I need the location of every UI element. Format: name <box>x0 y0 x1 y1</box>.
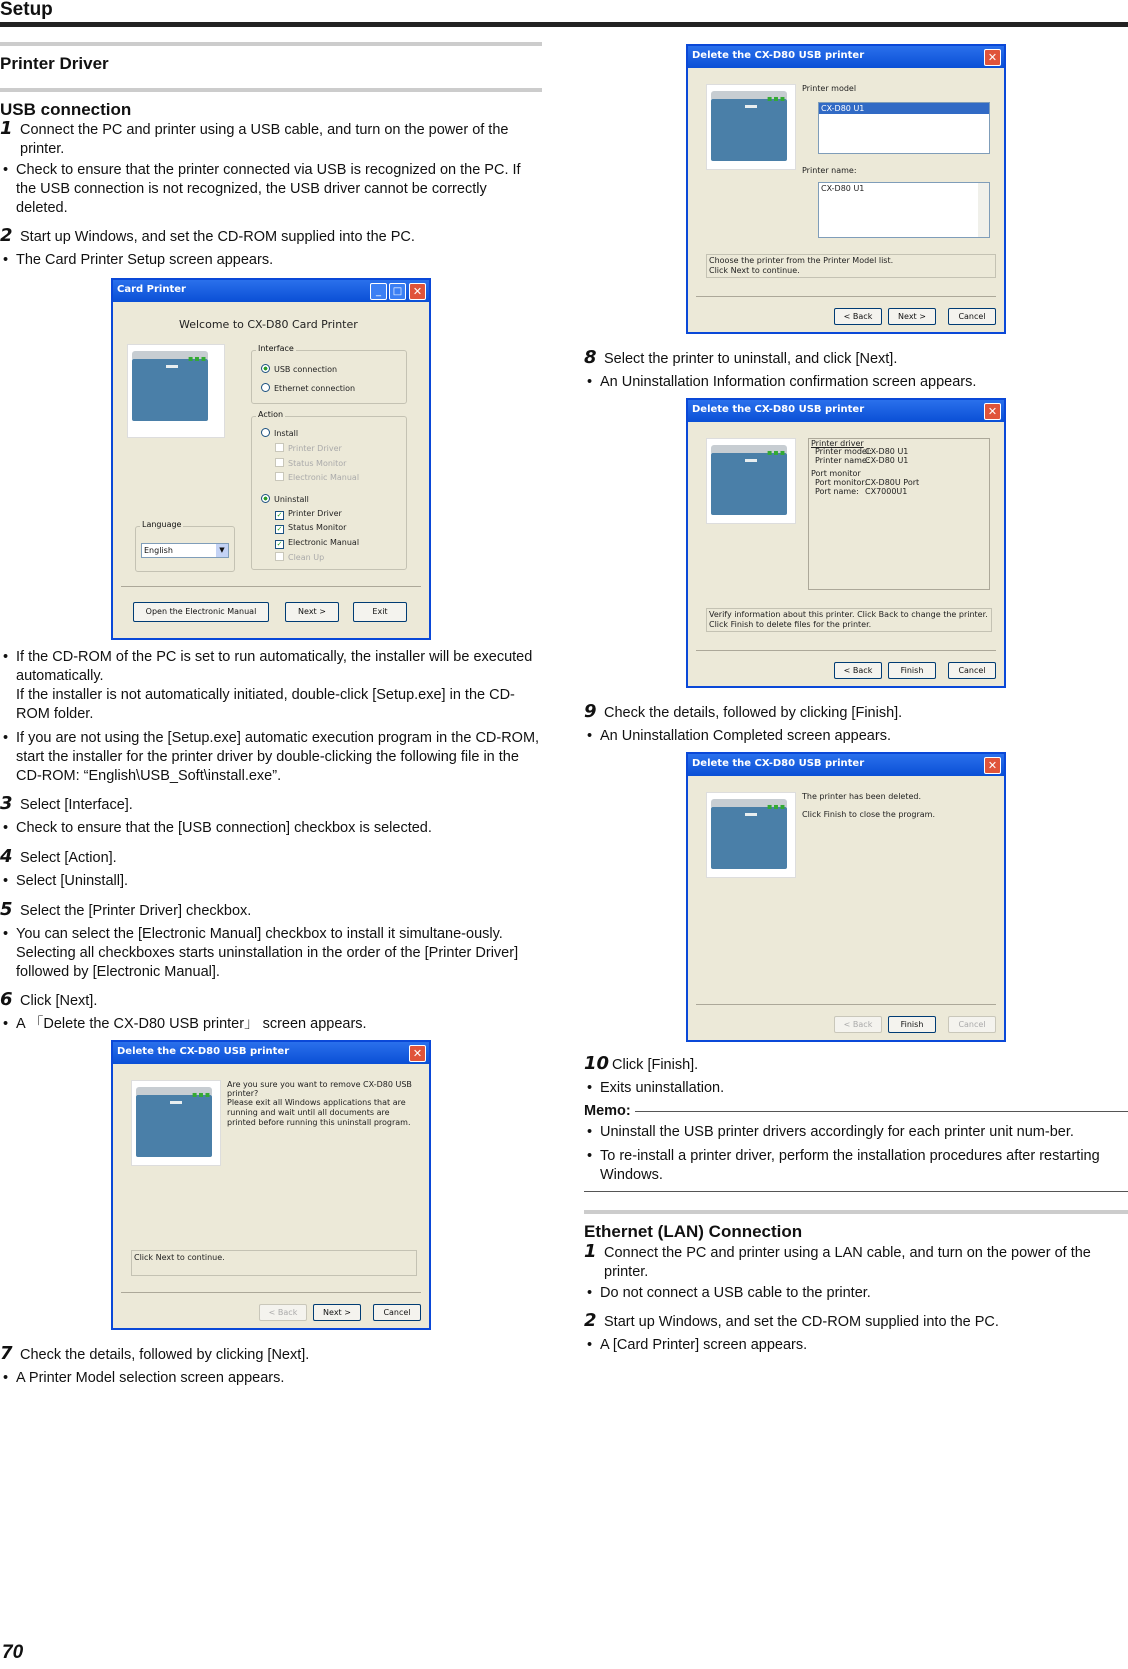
printer-model-window <box>686 44 1006 334</box>
step-text: Connect the PC and printer using a LAN cable, and turn on the power of the printer. <box>604 1245 1091 1280</box>
close-icon[interactable]: ✕ <box>409 283 426 300</box>
bullet: • Do not connect a USB cable to the printer. <box>584 1284 1128 1303</box>
install-status-monitor-checkbox[interactable]: Status Monitor <box>275 458 346 468</box>
step-4 <box>0 846 542 868</box>
step-text: Select [Interface]. <box>20 797 133 813</box>
step-5 <box>0 899 542 921</box>
port-name-value: CX7000U1 <box>865 487 908 496</box>
step-number: 5 <box>0 899 13 920</box>
bullet: • Select [Uninstall]. <box>0 872 542 891</box>
port-name-label: Port name: <box>815 487 859 496</box>
uninstall-status-monitor-checkbox[interactable]: ✓ Status Monitor <box>275 523 346 534</box>
ethernet-connection-radio[interactable]: Ethernet connection <box>261 383 355 393</box>
section-title-printer-driver: Printer Driver <box>0 42 542 82</box>
step-7 <box>0 1343 542 1365</box>
next-button[interactable]: Next > <box>313 1304 361 1321</box>
uninstall-radio[interactable]: Uninstall <box>261 494 309 504</box>
step-number: 1 <box>584 1241 597 1262</box>
step-number: 10 <box>584 1053 610 1074</box>
step-text: Select the [Printer Driver] checkbox. <box>20 903 252 919</box>
memo-label: Memo: <box>584 1103 631 1119</box>
finish-button[interactable]: Finish <box>888 662 936 679</box>
open-electronic-manual-button[interactable]: Open the Electronic Manual <box>133 602 269 622</box>
port-monitor-heading: Port monitor <box>811 469 861 478</box>
close-icon[interactable]: ✕ <box>984 757 1001 774</box>
page-number: 70 <box>2 1642 24 1663</box>
back-button[interactable]: < Back <box>259 1304 307 1321</box>
next-button[interactable]: Next > <box>888 308 936 325</box>
ethernet-step-1 <box>584 1241 1128 1282</box>
section-title-ethernet: Ethernet (LAN) Connection <box>584 1210 1128 1244</box>
confirm-question: Are you sure you want to remove CX-D80 USB printer? <box>227 1080 412 1098</box>
printer-model-item[interactable]: CX-D80 U1 <box>819 103 989 114</box>
printer-image: ▪▪▪ <box>706 84 796 170</box>
cancel-button[interactable]: Cancel <box>948 662 996 679</box>
bullet: • The Card Printer Setup screen appears. <box>0 251 542 270</box>
memo-box <box>584 1102 1128 1192</box>
step-text: Select [Action]. <box>20 850 117 866</box>
printer-model-label: Printer model <box>802 84 857 93</box>
cancel-button[interactable]: Cancel <box>373 1304 421 1321</box>
next-button[interactable]: Next > <box>285 602 339 622</box>
back-button[interactable]: < Back <box>834 662 882 679</box>
bullet: • An Uninstallation Information confirmation screen appears. <box>584 373 1128 392</box>
printer-model-label: Printer model: <box>815 447 872 456</box>
cancel-button[interactable]: Cancel <box>948 1016 996 1033</box>
step-text: Click [Next]. <box>20 993 98 1009</box>
printer-name-list[interactable] <box>818 182 990 238</box>
printer-name-label: Printer name: <box>815 456 870 465</box>
install-printer-driver-checkbox[interactable]: Printer Driver <box>275 443 342 453</box>
bullet: • A 「Delete the CX-D80 USB printer」 screen appears. <box>0 1015 542 1034</box>
header-rule <box>0 22 1128 27</box>
step-number: 2 <box>584 1310 597 1331</box>
memo-rule <box>635 1111 1128 1112</box>
install-electronic-manual-checkbox[interactable]: Electronic Manual <box>275 472 359 482</box>
bullet: • If you are not using the [Setup.exe] automatic execution program in the CD-ROM, start the installer for the printer driver by double-clicking the following file in the CD-ROM: “English\USB_Soft\install.exe”. <box>0 729 542 786</box>
bullet: • A [Card Printer] screen appears. <box>584 1336 1128 1355</box>
step-text: Check the details, followed by clicking [Finish]. <box>604 705 903 721</box>
cancel-button[interactable]: Cancel <box>948 308 996 325</box>
step-text: Click [Finish]. <box>612 1057 699 1073</box>
right-column <box>584 44 1128 1355</box>
clean-up-checkbox[interactable]: Clean Up <box>275 552 324 562</box>
header-title: Setup <box>0 0 53 20</box>
printer-model-list[interactable] <box>818 102 990 154</box>
confirm-message: Please exit all Windows applications that are running and wait until all documents are printed before running this uninstall program. <box>227 1098 411 1127</box>
back-button[interactable]: < Back <box>834 1016 882 1033</box>
scrollbar[interactable] <box>978 183 989 237</box>
step-number: 3 <box>0 793 13 814</box>
printer-image: ▪▪▪ <box>706 792 796 878</box>
bullet: • An Uninstallation Completed screen appears. <box>584 727 1128 746</box>
divider <box>696 296 996 297</box>
port-monitor-value: CX-D80U Port <box>865 478 920 487</box>
divider <box>121 1292 421 1293</box>
close-icon[interactable]: ✕ <box>409 1045 426 1062</box>
step-number: 4 <box>0 846 13 867</box>
printer-name-label: Printer name: <box>802 166 857 175</box>
install-radio[interactable]: Install <box>261 428 298 438</box>
step-number: 6 <box>0 989 13 1010</box>
exit-button[interactable]: Exit <box>353 602 407 622</box>
language-select[interactable]: English ▼ <box>141 543 229 558</box>
welcome-text: Welcome to CX-D80 Card Printer <box>179 318 358 331</box>
uninstall-complete-window <box>686 752 1006 1042</box>
back-button[interactable]: < Back <box>834 308 882 325</box>
usb-connection-radio[interactable]: USB connection <box>261 364 337 374</box>
ethernet-step-2 <box>584 1310 1128 1332</box>
step-text: Start up Windows, and set the CD-ROM supplied into the PC. <box>20 229 415 245</box>
port-monitor-label: Port monitor: <box>815 478 868 487</box>
printer-image: ▪▪▪ <box>131 1080 221 1166</box>
uninstall-electronic-manual-checkbox[interactable]: ✓ Electronic Manual <box>275 538 359 549</box>
step-number: 8 <box>584 347 597 368</box>
page-header <box>0 0 1128 26</box>
bullet: • Check to ensure that the [USB connection] checkbox is selected. <box>0 819 542 838</box>
step-9 <box>584 701 1128 723</box>
step-number: 2 <box>0 225 13 246</box>
bullet: • Check to ensure that the printer connected via USB is recognized on the PC. If the USB connection is not recognized, the USB driver cannot be correctly deleted. <box>0 161 542 218</box>
left-column <box>0 42 542 1388</box>
step-number: 1 <box>0 118 13 139</box>
action-group: Action <box>251 416 407 570</box>
step-6 <box>0 989 542 1011</box>
step-text: Connect the PC and printer using a USB cable, and turn on the power of the printer. <box>20 122 509 157</box>
finish-button[interactable]: Finish <box>888 1016 936 1033</box>
bullet: • If the CD-ROM of the PC is set to run automatically, the installer will be executed automatically. If the installer is not automatically initiated, double-click [Setup.exe] in the CD-ROM folder. <box>0 648 542 724</box>
divider <box>696 650 996 651</box>
uninstall-info-window <box>686 398 1006 688</box>
chevron-down-icon: ▼ <box>216 544 228 557</box>
printer-image: ▪▪▪ <box>127 344 225 438</box>
step-1 <box>0 118 542 159</box>
close-message: Click Finish to close the program. <box>802 810 936 819</box>
step-text: Check the details, followed by clicking [Next]. <box>20 1347 310 1363</box>
window-titlebar: Delete the CX-D80 USB printer <box>688 46 1004 68</box>
minimize-icon[interactable]: _ <box>370 283 387 300</box>
info-list <box>808 438 990 590</box>
printer-name-value: CX-D80 U1 <box>865 456 909 465</box>
window-titlebar: Delete the CX-D80 USB printer <box>113 1042 429 1064</box>
window-titlebar: Card Printer <box>113 280 429 302</box>
divider <box>121 586 421 587</box>
printer-driver-heading: Printer driver <box>811 439 864 448</box>
delete-printer-window <box>111 1040 431 1330</box>
maximize-icon[interactable]: □ <box>389 283 406 300</box>
step-10 <box>584 1053 1128 1075</box>
info-box: Verify information about this printer. Click Back to change the printer. Click Finish to delete files for the printer. <box>706 608 992 632</box>
window-titlebar: Delete the CX-D80 USB printer <box>688 400 1004 422</box>
printer-name-item[interactable]: CX-D80 U1 <box>821 184 865 193</box>
step-2 <box>0 225 542 247</box>
memo-bullet: • Uninstall the USB printer drivers accordingly for each printer unit num-ber. <box>584 1123 1128 1142</box>
language-group: Language <box>135 526 235 572</box>
printer-image: ▪▪▪ <box>706 438 796 524</box>
subsection-usb-connection: USB connection <box>0 88 542 121</box>
info-box: Choose the printer from the Printer Model list. Click Next to continue. <box>706 254 996 278</box>
memo-header <box>584 1102 1128 1121</box>
memo-bullet: • To re-install a printer driver, perform the installation procedures after restarting Windows. <box>584 1147 1128 1185</box>
close-icon[interactable]: ✕ <box>984 49 1001 66</box>
status-box: Click Next to continue. <box>131 1250 417 1276</box>
uninstall-printer-driver-checkbox[interactable]: ✓ Printer Driver <box>275 509 342 520</box>
step-number: 9 <box>584 701 597 722</box>
step-text: Start up Windows, and set the CD-ROM supplied into the PC. <box>604 1314 999 1330</box>
window-titlebar: Delete the CX-D80 USB printer <box>688 754 1004 776</box>
interface-group: Interface <box>251 350 407 404</box>
divider <box>696 1004 996 1005</box>
step-8 <box>584 347 1128 369</box>
step-number: 7 <box>0 1343 13 1364</box>
deleted-message: The printer has been deleted. <box>802 792 922 801</box>
bullet: • Exits uninstallation. <box>584 1079 1128 1098</box>
step-3 <box>0 793 542 815</box>
bullet: • A Printer Model selection screen appears. <box>0 1369 542 1388</box>
printer-model-value: CX-D80 U1 <box>865 447 909 456</box>
bullet: • You can select the [Electronic Manual] checkbox to install it simultane-ously. Selecting all checkboxes starts uninstallation in the order of the [Printer Driver] followed by [Electronic Manual]. <box>0 925 542 982</box>
step-text: Select the printer to uninstall, and click [Next]. <box>604 351 898 367</box>
card-printer-window <box>111 278 431 640</box>
close-icon[interactable]: ✕ <box>984 403 1001 420</box>
